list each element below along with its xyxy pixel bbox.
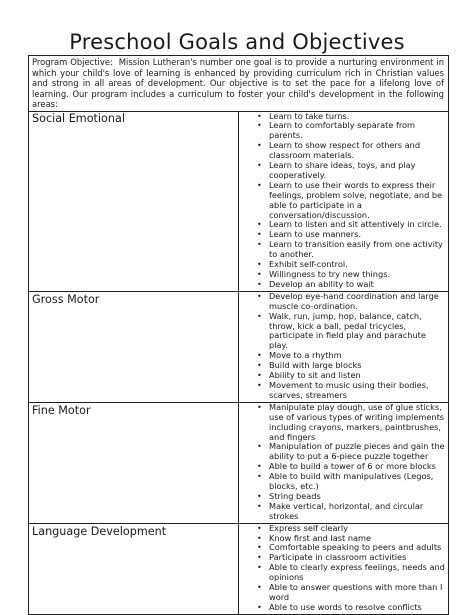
list-item: • Able to build with manipulatives (Legos, blocks, etc.) xyxy=(257,472,445,492)
list-item: • Make vertical, horizontal, and circular strokes xyxy=(257,502,445,522)
area-items-cell xyxy=(239,291,449,402)
list-item: • Know first and last name xyxy=(257,534,445,544)
list-item: • Learn to transition easily from one activity to another. xyxy=(257,240,445,260)
list-item: • Express self clearly xyxy=(257,524,445,534)
list-item: • Movement to music using their bodies, scarves, streamers xyxy=(257,381,445,401)
objective-text: Mission Lutheran's number one goal is to provide a nurturing environment in which your child's love of learning is enhanced by providing curriculum rich in Christian values and strong in all areas of development. Our objective is to set the pace for a lifelong love of learning. Our program includes a curriculum to foster your child's development in the following areas: xyxy=(32,57,444,109)
list-item: • Able to clearly express feelings, needs and opinions xyxy=(257,563,445,583)
list-item: • Walk, run, jump, hop, balance, catch, throw, kick a ball, pedal tricycles, participate in field play and parachute play. xyxy=(257,312,445,352)
list-item: • Manipulation of puzzle pieces and gain the ability to put a 6-piece puzzle together xyxy=(257,442,445,462)
objective-label: Program Objective: xyxy=(32,57,113,67)
area-items-cell xyxy=(239,402,449,523)
area-row-fine-motor xyxy=(29,402,449,523)
list-item: • Able to answer questions with more than I word xyxy=(257,583,445,603)
area-items-cell xyxy=(239,523,449,614)
area-name: Social Emotional xyxy=(29,111,239,291)
objective-list xyxy=(239,403,448,523)
list-item: • Move to a rhythm xyxy=(257,351,445,361)
list-item: • Manipulate play dough, use of glue sticks, use of various types of writing implements including crayons, markers, paintbrushes, and fingers xyxy=(257,403,445,443)
list-item: • Exhibit self-control. xyxy=(257,260,445,270)
objective-list xyxy=(239,524,448,614)
area-name: Fine Motor xyxy=(29,402,239,523)
list-item: • Learn to share ideas, toys, and play cooperatively. xyxy=(257,161,445,181)
list-item: • Learn to comfortably separate from parents. xyxy=(257,121,445,141)
list-item: • Learn to use manners. xyxy=(257,230,445,240)
page-title: Preschool Goals and Objectives xyxy=(69,30,405,54)
list-item: • Willingness to try new things. xyxy=(257,270,445,280)
list-item: • Learn to show respect for others and classroom materials. xyxy=(257,141,445,161)
program-objective xyxy=(29,56,449,112)
list-item: • Learn to listen and sit attentively in circle. xyxy=(257,220,445,230)
area-name: Gross Motor xyxy=(29,291,239,402)
area-items-cell xyxy=(239,111,449,291)
objective-row xyxy=(29,56,449,112)
list-item: • Develop an ability to wait xyxy=(257,280,445,290)
list-item: • Able to use words to resolve conflicts xyxy=(257,603,445,613)
list-item: • Learn to use their words to express their feelings, problem solve, negotiate, and be able to participate in a conversation/discussion. xyxy=(257,181,445,221)
list-item: • Participate in classroom activities xyxy=(257,553,445,563)
list-item: • Learn to take turns. xyxy=(257,112,445,122)
list-item: • Comfortable speaking to peers and adults xyxy=(257,543,445,553)
area-row-language-development xyxy=(29,523,449,614)
list-item: • Able to build a tower of 6 or more blocks xyxy=(257,462,445,472)
list-item: • Develop eye-hand coordination and large muscle co-ordination. xyxy=(257,292,445,312)
objective-list xyxy=(239,292,448,402)
goals-table xyxy=(28,55,449,615)
list-item: • Build with large blocks xyxy=(257,361,445,371)
area-name: Language Development xyxy=(29,523,239,614)
area-row-social-emotional xyxy=(29,111,449,291)
objective-list xyxy=(239,112,448,291)
list-item: • Ability to sit and listen xyxy=(257,371,445,381)
area-row-gross-motor xyxy=(29,291,449,402)
list-item: • String beads xyxy=(257,492,445,502)
